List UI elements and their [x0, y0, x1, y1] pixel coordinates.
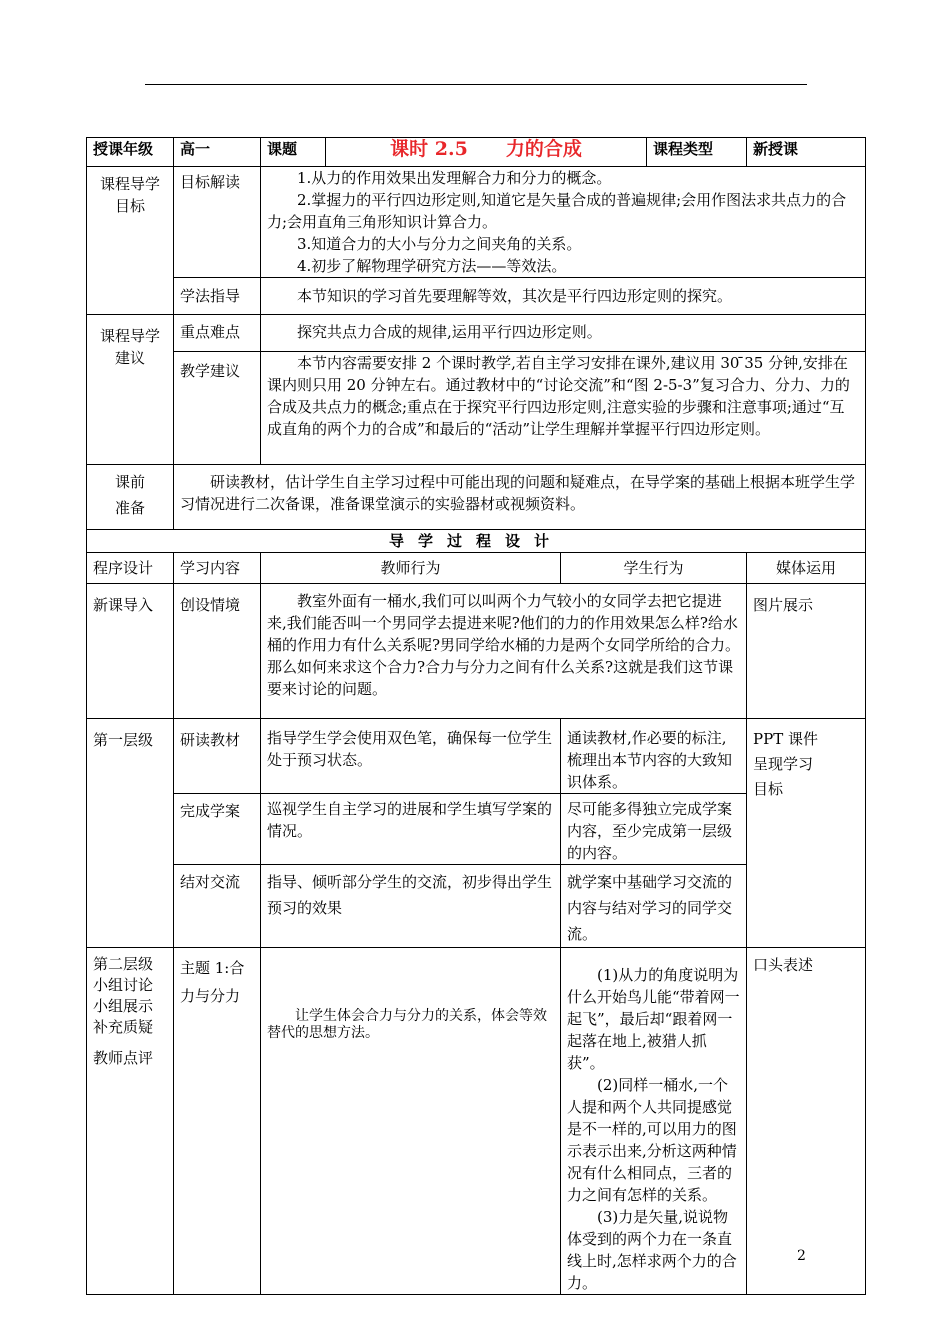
intro-row: [87, 584, 866, 719]
prep-label: 课前 准备: [87, 465, 174, 530]
key-text: 探究共点力合成的规律,运用平行四边形定则。: [261, 315, 866, 352]
level1-student: 通读教材,作必要的标注,梳理出本节内容的大致知识体系。: [561, 719, 747, 794]
level2-teacher: 让学生体会合力与分力的关系，体会等效替代的思想方法。: [261, 948, 561, 1295]
prep-row: [87, 465, 866, 530]
goals-section-label: 课程导学目标: [87, 167, 174, 315]
process-title-row: [87, 530, 866, 553]
teach-row: [87, 352, 866, 465]
level2-content: 主题 1:合力与分力: [174, 948, 261, 1295]
level1-content: 研读教材: [174, 719, 261, 794]
col-student: 学生行为: [561, 553, 747, 584]
level2-row: [87, 948, 866, 1295]
col-stage: 程序设计: [87, 553, 174, 584]
teach-text: 本节内容需要安排 2 个课时教学,若自主学习安排在课外,建议用 30 ̄35 分钟,安排在课内则只用 20 分钟左右。通过教材中的“讨论交流”和“图 2-5-3”复习合力、分力、力的合成及共点力的概念;重点在于探究平行四边形定则,注意实验的步骤和注意事项;通过“互成直角的两个力的合成”和最后的“活动”让学生理解并掌握平行四边形定则。: [261, 352, 866, 465]
intro-stage: 新课导入: [87, 584, 174, 719]
col-content: 学习内容: [174, 553, 261, 584]
target-list: [261, 167, 866, 278]
level1-teacher: 指导、倾听部分学生的交流，初步得出学生预习的效果: [261, 865, 561, 948]
intro-teacher: 教室外面有一桶水,我们可以叫两个力气较小的女同学去把它提进来,我们能否叫一个男同学去提进来呢?他们的力的作用效果怎么样?给水桶的作用力有什么关系呢?男同学给水桶的力是两个女同学所给的合力。那么如何来求这个合力?合力与分力之间有什么关系?这就是我们这节课要来讨论的问题。: [261, 584, 747, 719]
method-text: 本节知识的学习首先要理解等效，其次是平行四边形定则的探究。: [261, 278, 866, 315]
level2-stage: 第二层级 小组讨论 小组展示 补充质疑 教师点评: [87, 948, 174, 1295]
intro-content: 创设情境: [174, 584, 261, 719]
method-row: [87, 278, 866, 315]
lesson-plan-table: [86, 137, 866, 1295]
target-label: 目标解读: [174, 167, 261, 278]
column-header-row: [87, 553, 866, 584]
col-media: 媒体运用: [747, 553, 866, 584]
level1-row: [87, 719, 866, 794]
header-rule: [145, 84, 807, 85]
method-label: 学法指导: [174, 278, 261, 315]
page-number: 2: [797, 1248, 806, 1264]
level2-student: (1)从力的角度说明为什么开始鸟儿能“带着网一起飞”，最后却“跟着网一起落在地上,被猎人抓获”。 (2)同样一桶水,一个人提和两个人共同提感觉是不一样的,可以用力的图示表示出来,分析这两种情况有什么相同点，三者的力之间有怎样的关系。 (3)力是矢量,说说物体受到的两个力在一条直线上时,怎样求两个力的合力。: [561, 948, 747, 1295]
topic-label: 课题: [261, 138, 326, 167]
level1-student: 就学案中基础学习交流的内容与结对学习的同学交流。: [561, 865, 747, 948]
target-item: 4.初步了解物理学研究方法——等效法。: [297, 257, 567, 275]
type-value: 新授课: [747, 138, 866, 167]
goals-row: [87, 167, 866, 278]
col-teacher: 教师行为: [261, 553, 561, 584]
level1-stage: 第一层级: [87, 719, 174, 948]
intro-media: 图片展示: [747, 584, 866, 719]
level1-content: 完成学案: [174, 794, 261, 865]
level1-content: 结对交流: [174, 865, 261, 948]
target-item: 1.从力的作用效果出发理解合力和分力的概念。: [297, 169, 612, 187]
header-row: [87, 138, 866, 167]
target-item: 2.掌握力的平行四边形定则,知道它是矢量合成的普遍规律;会用作图法求共点力的合力;会用直角三角形知识计算合力。: [267, 191, 847, 231]
teach-label: 教学建议: [174, 352, 261, 465]
level1-media: PPT 课件 呈现学习 目标: [747, 719, 866, 948]
type-label: 课程类型: [647, 138, 747, 167]
prep-text: 研读教材，估计学生自主学习过程中可能出现的问题和疑难点，在导学案的基础上根据本班学生学习情况进行二次备课，准备课堂演示的实验器材或视频资料。: [174, 465, 866, 530]
target-item: 3.知道合力的大小与分力之间夹角的关系。: [297, 235, 582, 253]
process-title: 导学过程设计: [87, 530, 866, 553]
level2-media: 口头表述: [747, 948, 866, 1295]
grade-label: 授课年级: [87, 138, 174, 167]
level1-teacher: 指导学生学会使用双色笔，确保每一位学生处于预习状态。: [261, 719, 561, 794]
suggest-section-label: 课程导学建议: [87, 315, 174, 465]
level1-teacher: 巡视学生自主学习的进展和学生填写学案的情况。: [261, 794, 561, 865]
lesson-title: 课时 2.5 力的合成: [326, 138, 647, 167]
grade-value: 高一: [174, 138, 261, 167]
key-row: [87, 315, 866, 352]
level1-student: 尽可能多得独立完成学案内容，至少完成第一层级的内容。: [561, 794, 747, 865]
key-label: 重点难点: [174, 315, 261, 352]
